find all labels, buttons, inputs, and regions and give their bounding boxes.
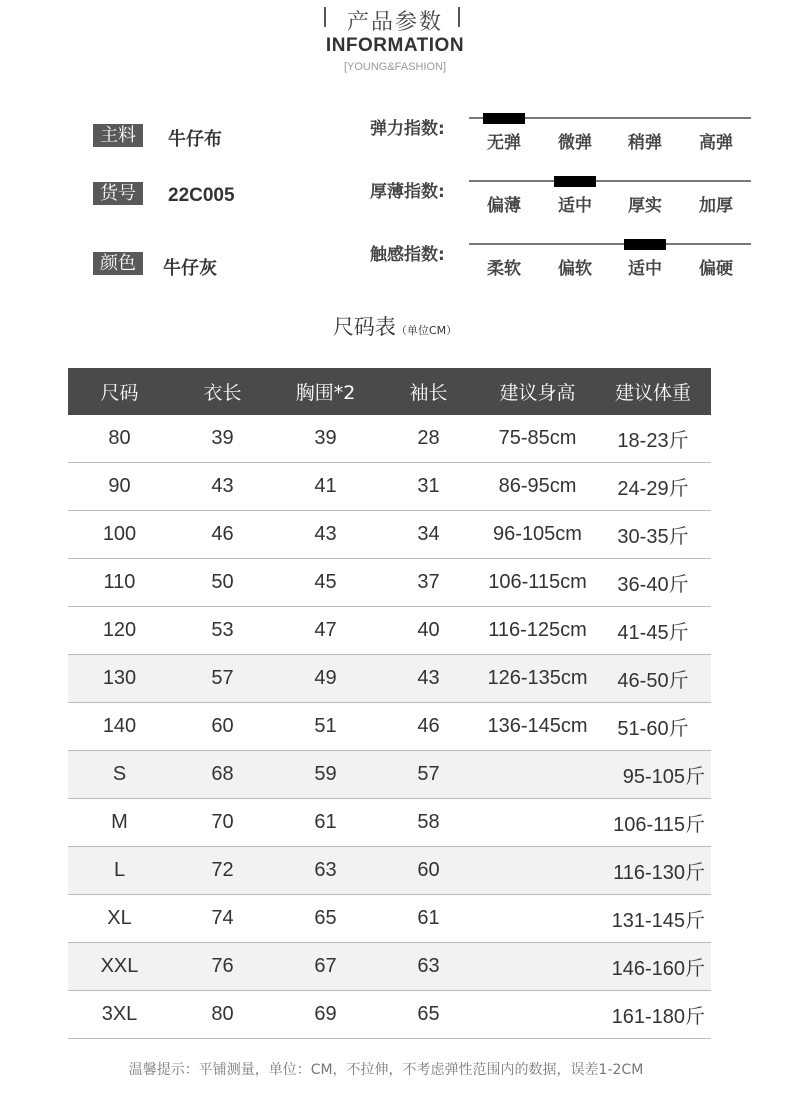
table-cell: 75-85cm	[480, 415, 595, 463]
table-cell: 60	[171, 703, 274, 751]
table-cell: 120	[68, 607, 171, 655]
table-cell: 130	[68, 655, 171, 703]
table-row	[68, 415, 711, 463]
index-option: 偏软	[558, 259, 592, 279]
table-cell: 46	[171, 511, 274, 559]
table-cell: 46	[377, 703, 480, 751]
measurement-note: 温馨提示：平铺测量，单位：CM，不拉伸，不考虑弹性范围内的数据，误差1-2CM	[128, 1062, 644, 1078]
table-row	[68, 943, 711, 991]
table-cell: 50	[171, 559, 274, 607]
col-header-chest: 胸围*2	[274, 368, 377, 415]
col-header-sleeve: 袖长	[377, 368, 480, 415]
table-cell: 86-95cm	[480, 463, 595, 511]
table-cell: S	[68, 751, 171, 799]
table-cell: 41	[274, 463, 377, 511]
col-header-size: 尺码	[68, 368, 171, 415]
table-cell: 36-40斤	[595, 559, 711, 607]
table-cell: M	[68, 799, 171, 847]
header-title-en: INFORMATION	[325, 35, 465, 56]
table-cell: 136-145cm	[480, 703, 595, 751]
table-row	[68, 799, 711, 847]
size-table	[68, 368, 711, 1039]
index-option: 加厚	[699, 196, 733, 216]
table-cell: 76	[171, 943, 274, 991]
table-cell: 30-35斤	[595, 511, 711, 559]
table-cell: 80	[68, 415, 171, 463]
table-row	[68, 511, 711, 559]
table-cell: 116-130斤	[595, 847, 711, 895]
index-marker	[554, 176, 596, 187]
table-cell: 67	[274, 943, 377, 991]
header-title-cn: 产品参数	[346, 10, 443, 35]
size-table-header-row	[68, 368, 711, 415]
param-label-sku: 货号	[93, 182, 143, 205]
index-option: 微弹	[558, 133, 592, 153]
size-table-title-text: 尺码表	[332, 315, 396, 339]
col-header-height: 建议身高	[480, 368, 595, 415]
table-cell: 63	[377, 943, 480, 991]
table-cell: 61	[377, 895, 480, 943]
col-header-length: 衣长	[171, 368, 274, 415]
index-label: 厚薄指数:	[370, 182, 445, 202]
size-table-title	[0, 311, 790, 341]
table-cell: 59	[274, 751, 377, 799]
table-cell: 116-125cm	[480, 607, 595, 655]
header-divider-right	[458, 7, 460, 27]
table-row	[68, 559, 711, 607]
table-row	[68, 991, 711, 1039]
param-value-sku: 22C005	[168, 185, 235, 206]
table-cell	[480, 751, 595, 799]
table-cell: 57	[171, 655, 274, 703]
index-option: 偏薄	[487, 196, 521, 216]
index-label: 触感指数:	[370, 245, 445, 265]
table-cell: 90	[68, 463, 171, 511]
param-value-color: 牛仔灰	[163, 258, 217, 279]
table-cell: 31	[377, 463, 480, 511]
table-cell: XL	[68, 895, 171, 943]
param-value-material: 牛仔布	[168, 129, 222, 150]
index-option: 适中	[628, 259, 662, 279]
table-cell: 41-45斤	[595, 607, 711, 655]
col-header-weight: 建议体重	[595, 368, 711, 415]
table-cell: 43	[377, 655, 480, 703]
table-row	[68, 703, 711, 751]
table-cell: 65	[377, 991, 480, 1039]
table-cell: 63	[274, 847, 377, 895]
index-marker	[483, 113, 525, 124]
header-subtitle: [YOUNG&FASHION]	[343, 61, 447, 73]
index-option: 偏硬	[699, 259, 733, 279]
index-option: 稍弹	[628, 133, 662, 153]
index-option: 无弹	[487, 133, 521, 153]
table-cell: 140	[68, 703, 171, 751]
table-cell: XXL	[68, 943, 171, 991]
table-cell: 51-60斤	[595, 703, 711, 751]
table-row	[68, 463, 711, 511]
index-scale-line	[469, 243, 751, 245]
table-cell: 100	[68, 511, 171, 559]
table-cell: 39	[171, 415, 274, 463]
table-cell: 110	[68, 559, 171, 607]
table-cell: 57	[377, 751, 480, 799]
table-cell: 74	[171, 895, 274, 943]
param-label-color: 颜色	[93, 252, 143, 275]
table-cell: L	[68, 847, 171, 895]
table-cell	[480, 847, 595, 895]
table-cell	[480, 943, 595, 991]
index-scale-line	[469, 180, 751, 182]
index-option: 高弹	[699, 133, 733, 153]
table-row	[68, 847, 711, 895]
table-cell: 65	[274, 895, 377, 943]
index-option: 厚实	[628, 196, 662, 216]
table-cell: 24-29斤	[595, 463, 711, 511]
table-cell: 70	[171, 799, 274, 847]
table-cell: 72	[171, 847, 274, 895]
table-row	[68, 607, 711, 655]
table-cell: 34	[377, 511, 480, 559]
table-cell: 69	[274, 991, 377, 1039]
table-cell: 126-135cm	[480, 655, 595, 703]
index-label: 弹力指数:	[370, 119, 445, 139]
table-cell: 61	[274, 799, 377, 847]
table-cell: 40	[377, 607, 480, 655]
table-cell: 106-115cm	[480, 559, 595, 607]
table-cell: 60	[377, 847, 480, 895]
param-label-material: 主料	[93, 124, 143, 147]
table-cell: 45	[274, 559, 377, 607]
table-cell: 46-50斤	[595, 655, 711, 703]
table-cell: 49	[274, 655, 377, 703]
table-cell: 146-160斤	[595, 943, 711, 991]
table-row	[68, 655, 711, 703]
table-cell: 51	[274, 703, 377, 751]
index-option: 适中	[558, 196, 592, 216]
size-table-unit: （单位CM）	[395, 324, 458, 337]
table-cell: 47	[274, 607, 377, 655]
table-cell: 18-23斤	[595, 415, 711, 463]
table-cell: 3XL	[68, 991, 171, 1039]
table-cell: 43	[274, 511, 377, 559]
table-cell	[480, 991, 595, 1039]
table-cell: 43	[171, 463, 274, 511]
table-row	[68, 751, 711, 799]
table-row	[68, 895, 711, 943]
table-cell: 80	[171, 991, 274, 1039]
index-option: 柔软	[487, 259, 521, 279]
table-cell: 161-180斤	[595, 991, 711, 1039]
table-cell: 96-105cm	[480, 511, 595, 559]
table-cell: 106-115斤	[595, 799, 711, 847]
table-cell: 28	[377, 415, 480, 463]
index-marker	[624, 239, 666, 250]
table-cell: 39	[274, 415, 377, 463]
table-cell	[480, 799, 595, 847]
table-cell: 58	[377, 799, 480, 847]
table-cell: 95-105斤	[595, 751, 711, 799]
table-cell: 131-145斤	[595, 895, 711, 943]
table-cell: 53	[171, 607, 274, 655]
table-cell	[480, 895, 595, 943]
table-cell: 37	[377, 559, 480, 607]
table-cell: 68	[171, 751, 274, 799]
